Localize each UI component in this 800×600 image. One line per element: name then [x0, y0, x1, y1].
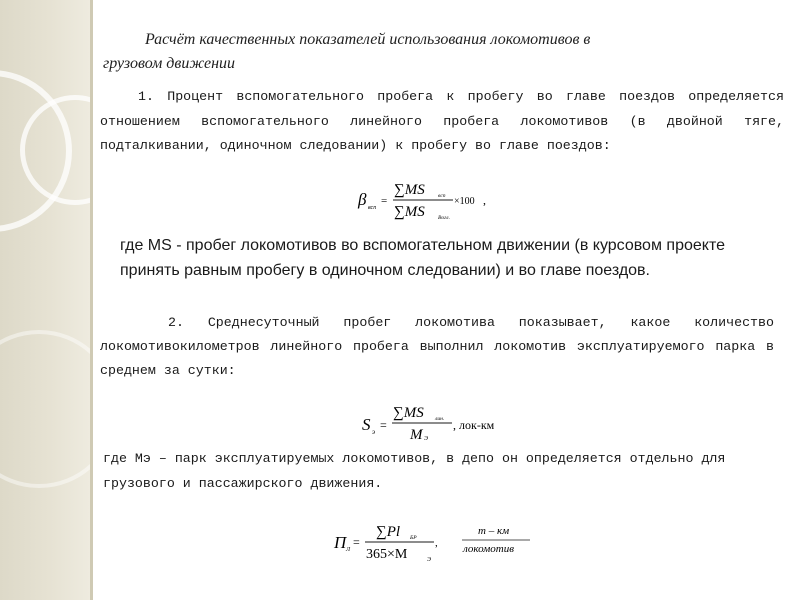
- formula-3-numerator-sub: БР: [410, 535, 417, 541]
- formula-locomotive-productivity: [332, 520, 542, 564]
- paragraph-2: где MS - пробег локомотивов во вспомогательном движении (в курсовом проекте принять равным пробегу в одиночном следовании) и во главе поездов.: [120, 237, 725, 279]
- formula-3-comma: ,: [435, 537, 438, 549]
- paragraph-4: где Мэ – парк эксплуатируемых локомотивов, в депо он определяется отдельно для грузового и пассажирского движения.: [103, 451, 726, 491]
- formula-1-equals: =: [381, 195, 388, 207]
- formula-3-numerator: ∑Pl: [376, 524, 401, 540]
- formula-2-denominator: M: [410, 427, 423, 442]
- formula-3-denominator-sub: Э: [427, 557, 431, 563]
- formula-3-unit-numerator: т – км: [478, 525, 510, 537]
- formula-1-numerator-sub: всп: [438, 193, 446, 199]
- title-line-1: Расчёт качественных показателей использования локомотивов в: [145, 31, 591, 48]
- formula-3-unit-denominator: локомотив: [463, 543, 514, 555]
- slide-title: [103, 28, 723, 76]
- decorative-side-band: [0, 0, 90, 600]
- paragraph-3: [100, 311, 774, 383]
- formula-2-numerator: ∑MS: [393, 405, 424, 421]
- formula-1-denominator: ∑MS: [394, 204, 425, 220]
- formula-3-denominator: 365×M: [366, 547, 408, 562]
- formula-auxiliary-mileage: [356, 178, 506, 222]
- formula-3-equals: =: [353, 535, 360, 549]
- formula-3-lhs: П: [334, 533, 347, 552]
- formula-2-unit: , лок-км: [453, 418, 495, 432]
- paragraph-3-text: 2. Среднесуточный пробег локомотива показывает, какое количество локомотивокилометров линейного пробега выполнил локомотив эксплуатируемого парка в среднем за сутки:: [100, 315, 774, 378]
- formula-1-lhs: β: [358, 190, 367, 209]
- formula-3-lhs-sub: Л: [346, 547, 351, 553]
- band-divider: [90, 0, 93, 600]
- paragraph-1-text: 1. Процент вспомогательного пробега к пробегу во главе поездов определяется отношением вспомогательного линейного пробега локомотивов (в двойной тяге, подталкивании, одиночном следовании) к пробегу во главе поездов:: [100, 89, 784, 153]
- paragraph-1: [100, 85, 784, 159]
- formula-2-numerator-sub: лин.: [435, 416, 445, 422]
- formula-2-denominator-sub: Э: [424, 436, 428, 442]
- title-line-2: грузовом движении: [103, 55, 236, 72]
- formula-1-comma: ,: [483, 193, 486, 207]
- formula-1-denominator-sub: Вогл.: [438, 215, 450, 221]
- formula-1-numerator: ∑MS: [394, 182, 425, 198]
- formula-2-lhs-sub: э: [372, 428, 376, 436]
- formula-average-daily-mileage: [360, 402, 520, 442]
- formula-2-equals: =: [380, 418, 387, 432]
- formula-1-multiplier: ×100: [454, 196, 475, 207]
- formula-2-lhs: S: [362, 415, 371, 434]
- formula-1-lhs-sub: всп: [368, 205, 377, 211]
- decorative-ring: [0, 330, 90, 488]
